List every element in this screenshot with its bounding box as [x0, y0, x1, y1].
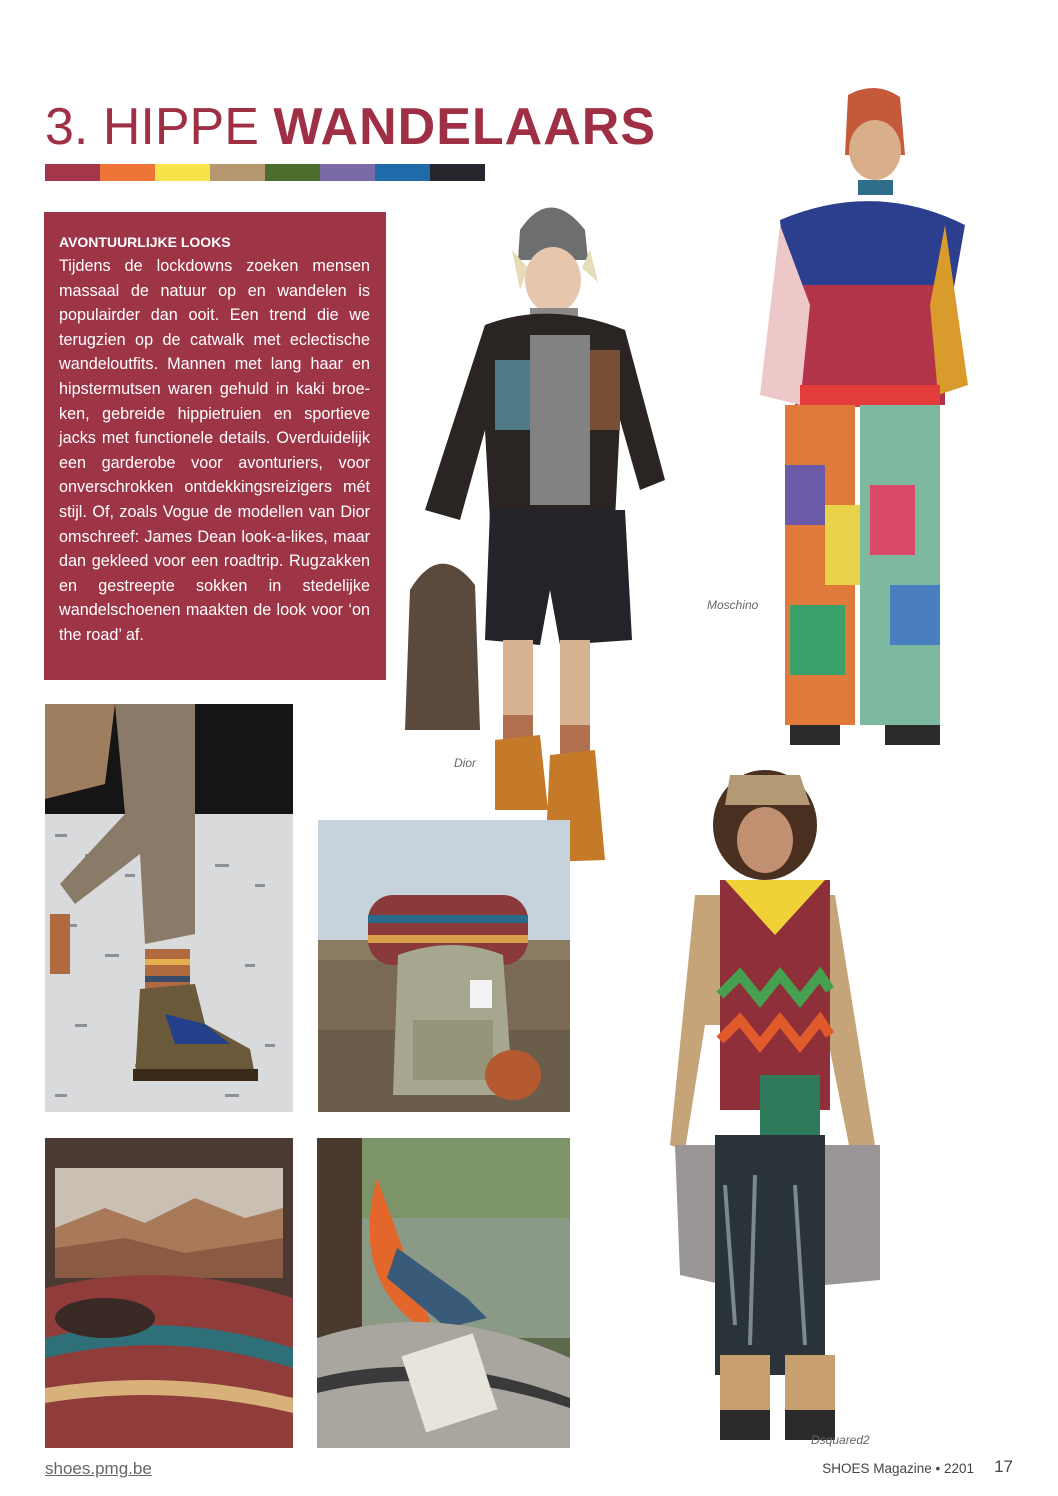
section-number: 3. [45, 98, 89, 156]
swatch-7 [375, 164, 430, 181]
title-light: HIPPE [102, 98, 259, 156]
page-number: 17 [994, 1457, 1013, 1476]
caption-dsquared: Dsquared2 [811, 1433, 870, 1447]
backpack-landscape-photo [318, 820, 570, 1112]
hammock-photo [317, 1138, 570, 1448]
page-title [45, 92, 656, 162]
swatch-5 [265, 164, 320, 181]
caption-moschino: Moschino [707, 598, 759, 612]
van-canyon-view-photo [45, 1138, 293, 1448]
caption-dior: Dior [454, 756, 477, 770]
moschino-model-photo [740, 85, 970, 750]
article-body: Tijdens de lockdowns zoeken mensen massaal de natuur op en wandelen is populairder dan ooit. Een trend die we terugzien op de catwalk met eclectische wandeloutfits. Mannen met lang haar en hipstermutsen waren gehuld in kaki broeken, gebreide hippietruien en sportieve jacks met functionele details. Overduidelijk een garderobe voor avonturiers, voor onverschrokken ontdekkingsreizigers mét stijl. Of, zoals Vogue de modellen van Dior omschreef: James Dean look-a-likes, maar dan gekleed voor een roadtrip. Rugzakken en gestreepte sokken in stedelijke wandelschoenen maakten de look voor ‘on the road’ af. [59, 257, 370, 644]
title-bold: WANDELAARS [273, 98, 657, 156]
magazine-issue: SHOES Magazine • 2201 [822, 1461, 974, 1476]
swatch-8 [430, 164, 485, 181]
article-box [44, 212, 386, 680]
dior-model-photo [400, 190, 670, 870]
swatch-4 [210, 164, 265, 181]
swatch-2 [100, 164, 155, 181]
website-link[interactable]: shoes.pmg.be [45, 1459, 152, 1478]
dsquared-model-photo [665, 765, 885, 1445]
swatch-3 [155, 164, 210, 181]
color-palette-bar [45, 164, 485, 181]
swatch-1 [45, 164, 100, 181]
swatch-6 [320, 164, 375, 181]
article-kicker: AVONTUURLIJKE LOOKS [59, 234, 231, 250]
hiking-boot-photo [45, 704, 293, 1112]
